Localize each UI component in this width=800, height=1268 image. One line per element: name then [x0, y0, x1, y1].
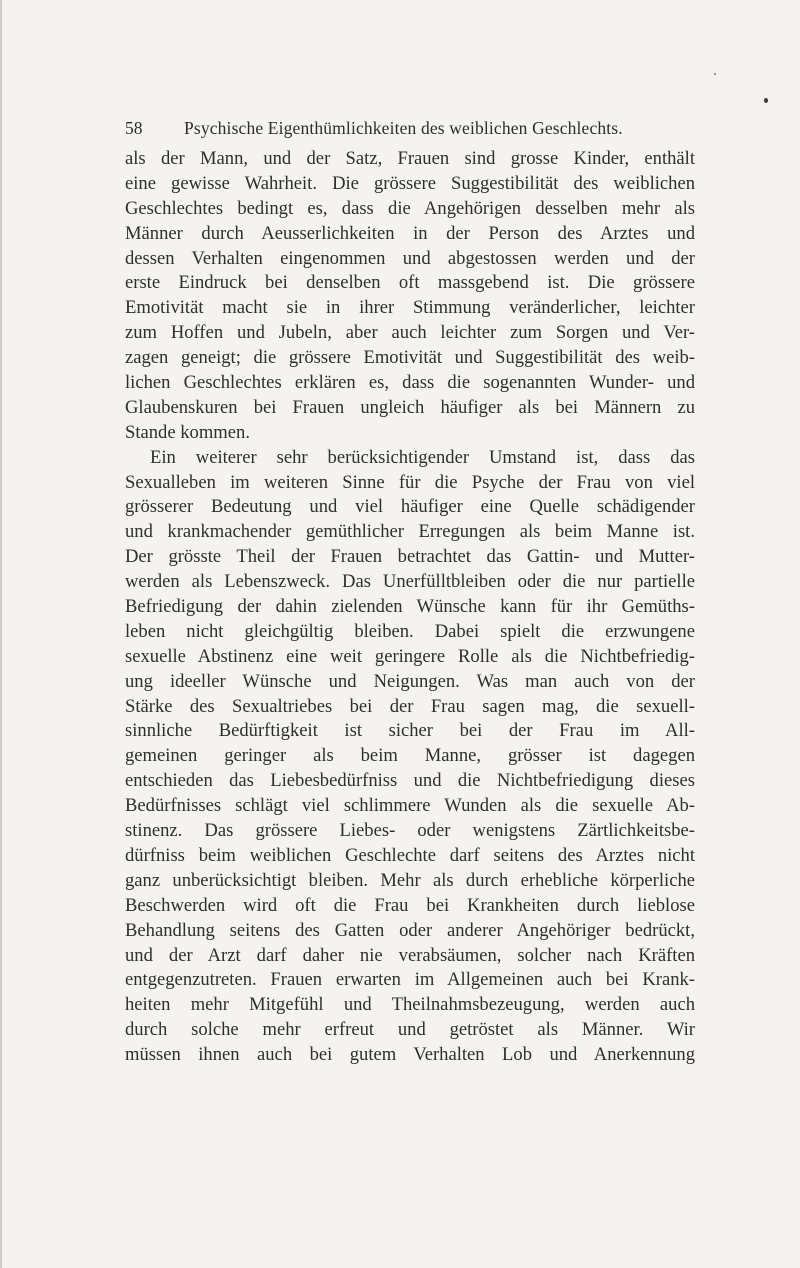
text-line: Emotivität macht sie in ihrer Stimmung veränderlicher, leichter: [125, 297, 695, 319]
text-line: durch solche mehr erfreut und getröstet als Männer. Wir: [125, 1019, 695, 1041]
text-line: Behandlung seitens des Gatten oder anderer Angehöriger bedrückt,: [125, 919, 695, 941]
text-line: Glaubenskuren bei Frauen ungleich häufiger als bei Männern zu: [125, 396, 695, 418]
print-speck: [714, 73, 716, 75]
text-line: leben nicht gleichgültig bleiben. Dabei spielt die erzwungene: [125, 620, 695, 642]
text-line: ganz unberücksichtigt bleiben. Mehr als durch erhebliche körperliche: [125, 869, 695, 891]
text-line: Der grösste Theil der Frauen betrachtet das Gattin- und Mutter-: [125, 546, 695, 568]
text-line: Männer durch Aeusserlichkeiten in der Person des Arztes und: [125, 222, 695, 244]
text-line: entgegenzutreten. Frauen erwarten im Allgemeinen auch bei Krank-: [125, 969, 695, 991]
text-line: eine gewisse Wahrheit. Die grössere Suggestibilität des weiblichen: [125, 172, 695, 194]
print-speck: [764, 98, 768, 103]
text-line: heiten mehr Mitgefühl und Theilnahmsbezeugung, werden auch: [125, 994, 695, 1016]
text-line: lichen Geschlechtes erklären es, dass die sogenannten Wunder- und: [125, 372, 695, 394]
text-line: Sexualleben im weiteren Sinne für die Psyche der Frau von viel: [125, 471, 695, 493]
text-line: Befriedigung der dahin zielenden Wünsche kann für ihr Gemüths-: [125, 596, 695, 618]
paragraph-1: [125, 147, 695, 446]
text-line: Bedürfnisses schlägt viel schlimmere Wunden als die sexuelle Ab-: [125, 795, 695, 817]
text-line: dessen Verhalten eingenommen und abgestossen werden und der: [125, 247, 695, 269]
text-line: und krankmachender gemüthlicher Erregungen als beim Manne ist.: [125, 521, 695, 543]
text-line: stinenz. Das grössere Liebes- oder wenigstens Zärtlichkeitsbe-: [125, 820, 695, 842]
paragraph-2: [125, 446, 695, 1068]
text-line: Ein weiterer sehr berücksichtigender Umstand ist, dass das: [150, 446, 695, 468]
text-line: und der Arzt darf daher nie verabsäumen, solcher nach Kräften: [125, 944, 695, 966]
text-line: Beschwerden wird oft die Frau bei Krankheiten durch lieblose: [125, 894, 695, 916]
text-line: dürfniss beim weiblichen Geschlechte darf seitens des Arztes nicht: [125, 844, 695, 866]
text-line: gemeinen geringer als beim Manne, grösser ist dagegen: [125, 745, 695, 767]
text-line: grösserer Bedeutung und viel häufiger eine Quelle schädigender: [125, 496, 695, 518]
text-line: ung ideeller Wünsche und Neigungen. Was man auch von der: [125, 670, 695, 692]
running-header: [125, 116, 695, 140]
text-line: als der Mann, und der Satz, Frauen sind grosse Kinder, enthält: [125, 148, 695, 169]
text-line: entschieden das Liebesbedürfniss und die Nichtbefriedigung dieses: [125, 770, 695, 792]
body-text: [125, 147, 695, 1068]
text-line: müssen ihnen auch bei gutem Verhalten Lob und Anerkennung: [125, 1044, 695, 1066]
text-line: zum Hoffen und Jubeln, aber auch leichter zum Sorgen und Ver-: [125, 322, 695, 344]
text-line: Geschlechtes bedingt es, dass die Angehörigen desselben mehr als: [125, 197, 695, 219]
text-line: sinnliche Bedürftigkeit ist sicher bei der Frau im All-: [125, 720, 695, 742]
text-line: Stande kommen.: [125, 421, 250, 443]
page-edge-shadow: [0, 0, 2, 1268]
text-line: Stärke des Sexualtriebes bei der Frau sagen mag, die sexuell-: [125, 695, 695, 717]
text-line: erste Eindruck bei denselben oft massgebend ist. Die grössere: [125, 272, 695, 294]
page-number: 58: [125, 118, 143, 138]
running-title: Psychische Eigenthümlichkeiten des weiblichen Geschlechts.: [184, 118, 623, 138]
text-line: zagen geneigt; die grössere Emotivität und Suggestibilität des weib-: [125, 347, 695, 369]
text-line: sexuelle Abstinenz eine weit geringere Rolle als die Nichtbefriedig-: [125, 645, 695, 667]
text-line: werden als Lebenszweck. Das Unerfülltbleiben oder die nur partielle: [125, 571, 695, 593]
